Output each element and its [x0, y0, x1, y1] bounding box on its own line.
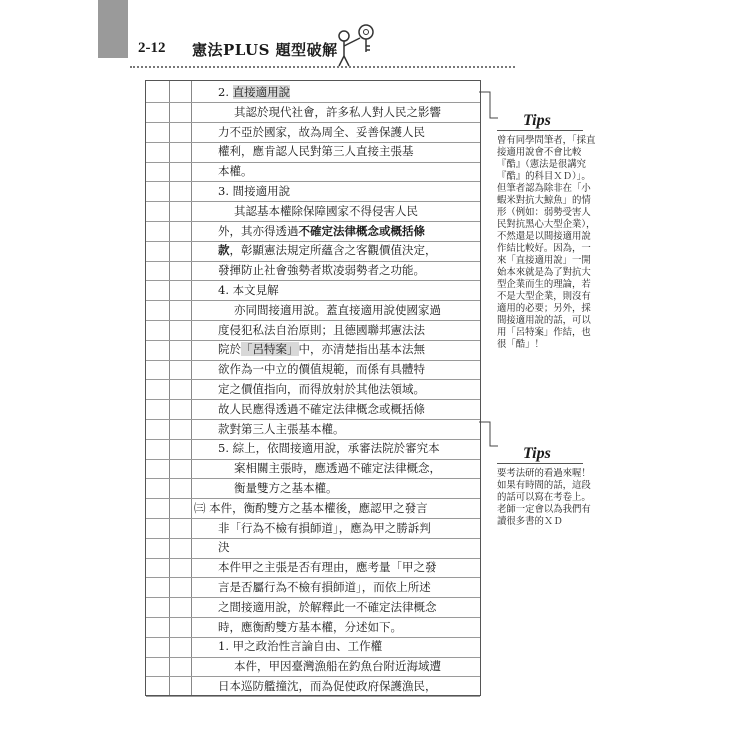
notebook-line: [146, 400, 480, 420]
notebook-line-text: 其認於現代社會，許多私人對人民之影響: [234, 104, 441, 119]
notebook-line: [146, 578, 480, 598]
highlighted-text: 直接適用說: [232, 85, 291, 99]
notebook-line-text: 款，彰顯憲法規定所蘊含之客觀價值決定，: [218, 243, 437, 258]
notebook-line-text: 發揮防止社會強勢者欺凌弱勢者之功能。: [218, 263, 425, 278]
notebook-line-text: 之間接適用說，於解釋此一不確定法律概念: [218, 599, 437, 614]
notebook-line: [146, 321, 480, 341]
notebook-line: [146, 182, 480, 202]
notebook-line: [146, 519, 480, 539]
page-corner-tab: [98, 0, 128, 58]
notebook-line: [146, 637, 480, 657]
notebook-line: [146, 162, 480, 182]
notebook-line-text: ㈢ 本件，衡酌雙方之基本權後，應認甲之發言: [194, 500, 428, 515]
notebook-line-text: 定之價值指向，而得放射於其他法領域。: [218, 382, 425, 396]
highlighted-text: 「呂特案」: [241, 342, 299, 357]
notebook-line-text: 本件，甲因臺灣漁船在釣魚台附近海域遭: [234, 659, 441, 674]
notebook-line-text: 時，應衡酌雙方基本權，分述如下。: [218, 619, 402, 634]
key-figure-icon: [332, 22, 378, 68]
notebook-line: [146, 261, 480, 281]
notebook-line: [146, 459, 480, 479]
notebook-line-text: 衡量雙方之基本權。: [234, 481, 338, 495]
page-number: 2-12: [138, 40, 166, 56]
notebook-line: [146, 499, 480, 519]
tips-body: 曾有同學問筆者，「採直接適用說會不會比較『酷』（憲法是很講究『酷』的科目ＸＤ）」。但筆者認為除非在「小蝦米對抗大鯨魚」的情形（例如：弱勢受害人民對抗黑心大型企業），不然還是以間接適用說作結比較好。因為，一來「直接適用說」一開始本來就是為了對抗大型企業而生的理論，若不是大型企業，則沒有適用的必要；另外，採間接適用說的話，可以用「呂特案」作結，也很「酷」！: [497, 135, 596, 350]
notebook-line-text: 非「行為不檢有損師道」，應為甲之勝訴判: [218, 520, 431, 535]
notebook-line: [146, 123, 480, 143]
tips-body: 要考法研的看過來喔！如果有時間的話，這段的話可以寫在考卷上。老師一定會以為我們有讀很多書的ＸＤ: [497, 468, 591, 527]
notebook-line-text: 日本巡防艦撞沈，而為促使政府保護漁民，: [218, 679, 437, 693]
notebook-line: [146, 558, 480, 578]
notebook-line: [146, 479, 480, 499]
notebook-line-text: 3. 間接適用說: [218, 184, 291, 198]
notebook-line: [146, 202, 480, 222]
notebook-line-text: 5. 綜上，依間接適用說，承審法院於審究本: [218, 441, 440, 456]
notebook-line-text: 度侵犯私法自治原則；且德國聯邦憲法法: [218, 322, 425, 337]
notebook-line-text: 言是否屬行為不檢有損師道」，而依上所述: [218, 580, 431, 594]
notebook-line-text: 決: [218, 540, 230, 555]
notebook-line: [146, 618, 480, 638]
tips-heading: Tips: [497, 445, 583, 464]
notebook-line-text: 本權。: [218, 164, 253, 179]
notebook-line-text: 亦同間接適用說。蓋直接適用說使國家過: [234, 302, 441, 317]
notebook-line: [146, 222, 480, 242]
notebook-line: [146, 657, 480, 677]
bold-text: 不確定法律概念或概括條: [298, 223, 425, 238]
notebook-line-text: 欲作為一中立的價值規範，而係有具體特: [218, 362, 425, 377]
notebook-line: [146, 83, 480, 103]
notebook-line-text: 權利，應肯認人民對第三人直接主張基: [218, 144, 414, 159]
bold-text: 款: [218, 243, 230, 258]
notebook-line-text: 其認基本權除保障國家不得侵害人民: [234, 203, 418, 218]
notebook-line: [146, 380, 480, 400]
notebook-line: [146, 360, 480, 380]
notebook-line-text: 款對第三人主張基本權。: [218, 421, 345, 436]
header-rule: [130, 66, 515, 68]
notebook-line-text: 外，其亦得透過不確定法律概念或概括條: [218, 223, 425, 238]
notebook-page: [145, 80, 481, 696]
notebook-line-text: 院於「呂特案」中，亦清楚指出基本法無: [218, 342, 425, 357]
notebook-line-text: 2. 直接適用說: [218, 85, 291, 99]
notebook-line-text: 本件甲之主張是否有理由，應考量「甲之發: [218, 560, 437, 575]
notebook-line: [146, 340, 480, 360]
notebook-line: [146, 439, 480, 459]
notebook-line: [146, 281, 480, 301]
notebook-line-text: 案相關主張時，應透過不確定法律概念，: [234, 461, 441, 476]
notebook-line: [146, 538, 480, 558]
tips-box-1: [497, 112, 597, 351]
book-title: 憲法PLUS 題型破解: [192, 41, 338, 59]
tips-heading: Tips: [497, 112, 583, 131]
notebook-line: [146, 301, 480, 321]
notebook-line: [146, 103, 480, 123]
notebook-line-text: 力不亞於國家，故為周全、妥善保護人民: [218, 124, 425, 139]
notebook-line-text: 1. 甲之政治性言論自由、工作權: [218, 639, 383, 654]
tips-box-2: [497, 445, 597, 528]
notebook-line: [146, 142, 480, 162]
notebook-line-text: 故人民應得透過不確定法律概念或概括條: [218, 401, 425, 416]
notebook-line: [146, 598, 480, 618]
notebook-line-text: 4. 本文見解: [218, 283, 279, 297]
notebook-line: [146, 241, 480, 261]
notebook-line: [146, 420, 480, 440]
notebook-line: [146, 677, 480, 697]
